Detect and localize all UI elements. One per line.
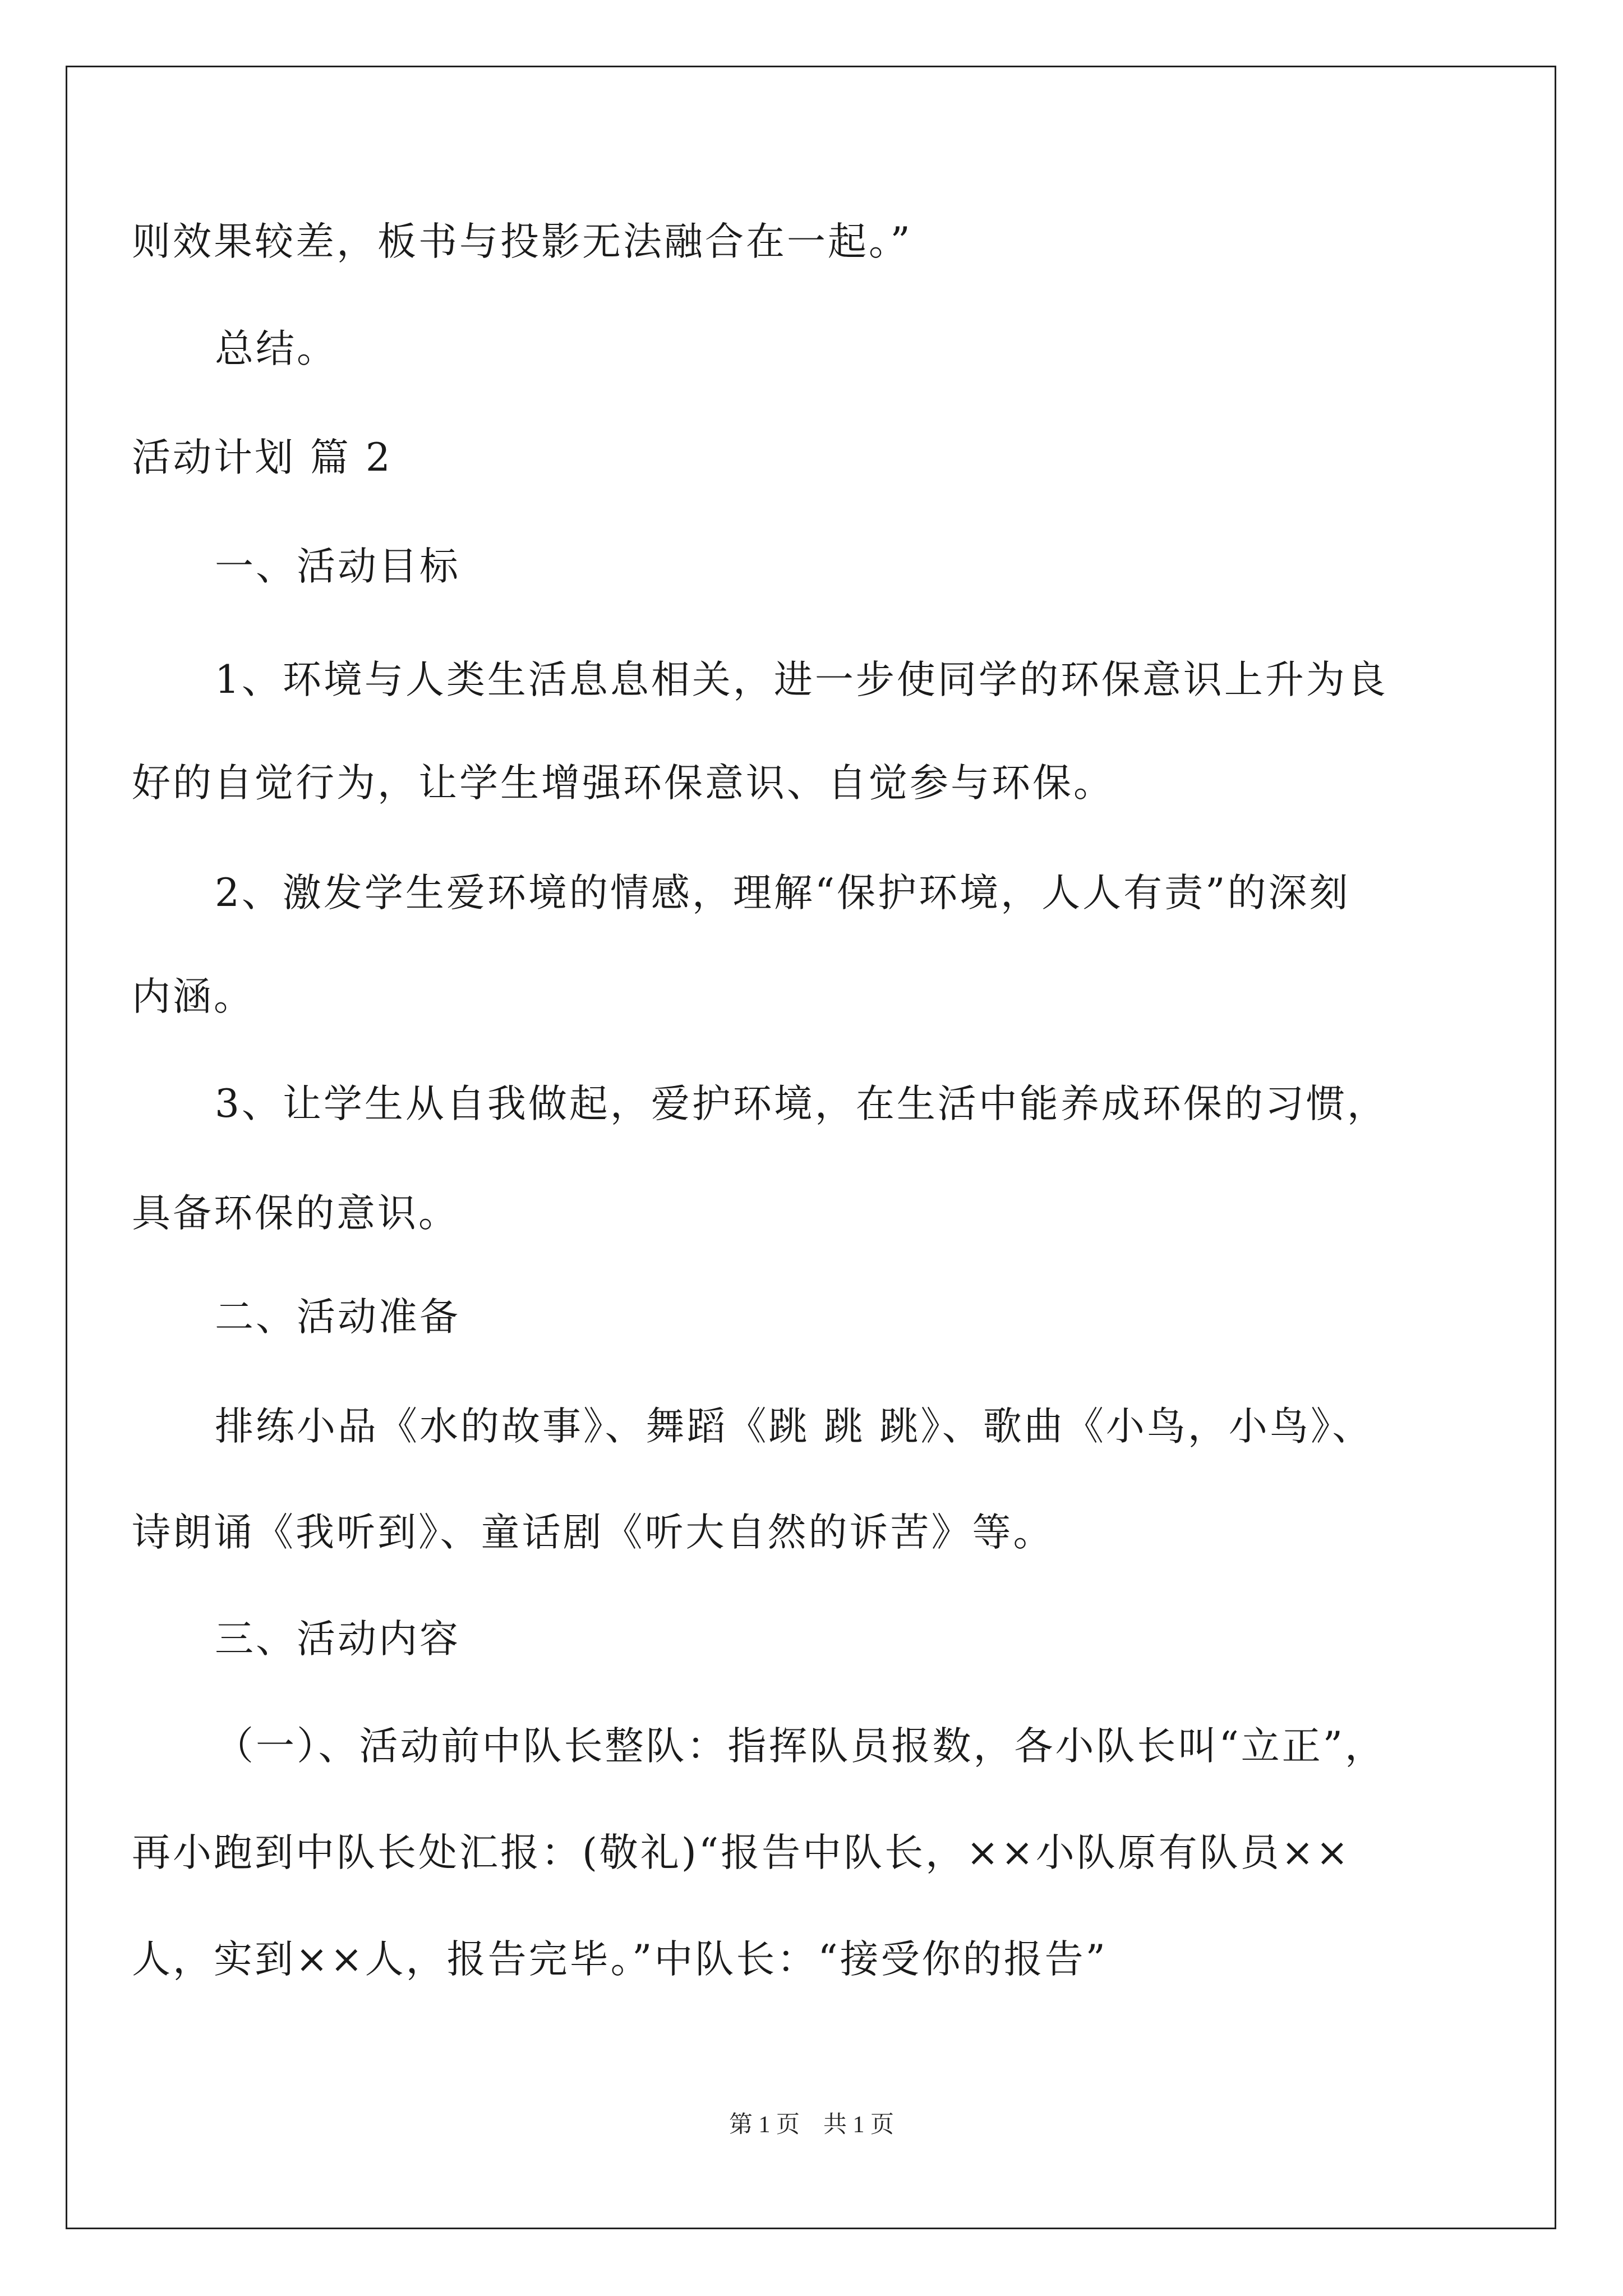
paragraph-line: 再小跑到中队长处汇报：(敬礼)“报告中队长，××小队原有队员×× (132, 1830, 1351, 1875)
paragraph-line: 具备环保的意识。 (132, 1191, 459, 1236)
paragraph-line: 总结。 (215, 326, 338, 371)
paragraph-line: 排练小品《水的故事》、舞蹈《跳 跳 跳》、歌曲《小鸟，小鸟》、 (215, 1404, 1373, 1449)
paragraph-line: 1、环境与人类生活息息相关，进一步使同学的环保意识上升为良 (215, 657, 1388, 702)
paragraph-line: 好的自觉行为，让学生增强环保意识、自觉参与环保。 (132, 761, 1114, 806)
paragraph-line: 则效果较差，板书与投影无法融合在一起。” (132, 219, 912, 264)
paragraph-line: 人，实到××人，报告完毕。”中队长：“接受你的报告” (132, 1937, 1108, 1982)
paragraph-line: 2、激发学生爱环境的情感，理解“保护环境，人人有责”的深刻 (215, 871, 1350, 915)
page-border (66, 66, 1556, 2229)
subheading: 二、活动准备 (215, 1295, 460, 1340)
page-number: 第 1 页 共 1 页 (728, 2112, 894, 2138)
section-heading: 活动计划 篇 2 (132, 435, 393, 480)
paragraph-line: （一）、活动前中队长整队：指挥队员报数，各小队长叫“立正”， (215, 1724, 1386, 1769)
subheading: 三、活动内容 (215, 1617, 460, 1662)
paragraph-line: 诗朗诵《我听到》、童话剧《听大自然的诉苦》等。 (132, 1510, 1054, 1555)
paragraph-line: 内涵。 (132, 974, 255, 1019)
subheading: 一、活动目标 (215, 544, 460, 589)
paragraph-line: 3、让学生从自我做起，爱护环境，在生活中能养成环保的习惯， (215, 1082, 1388, 1126)
